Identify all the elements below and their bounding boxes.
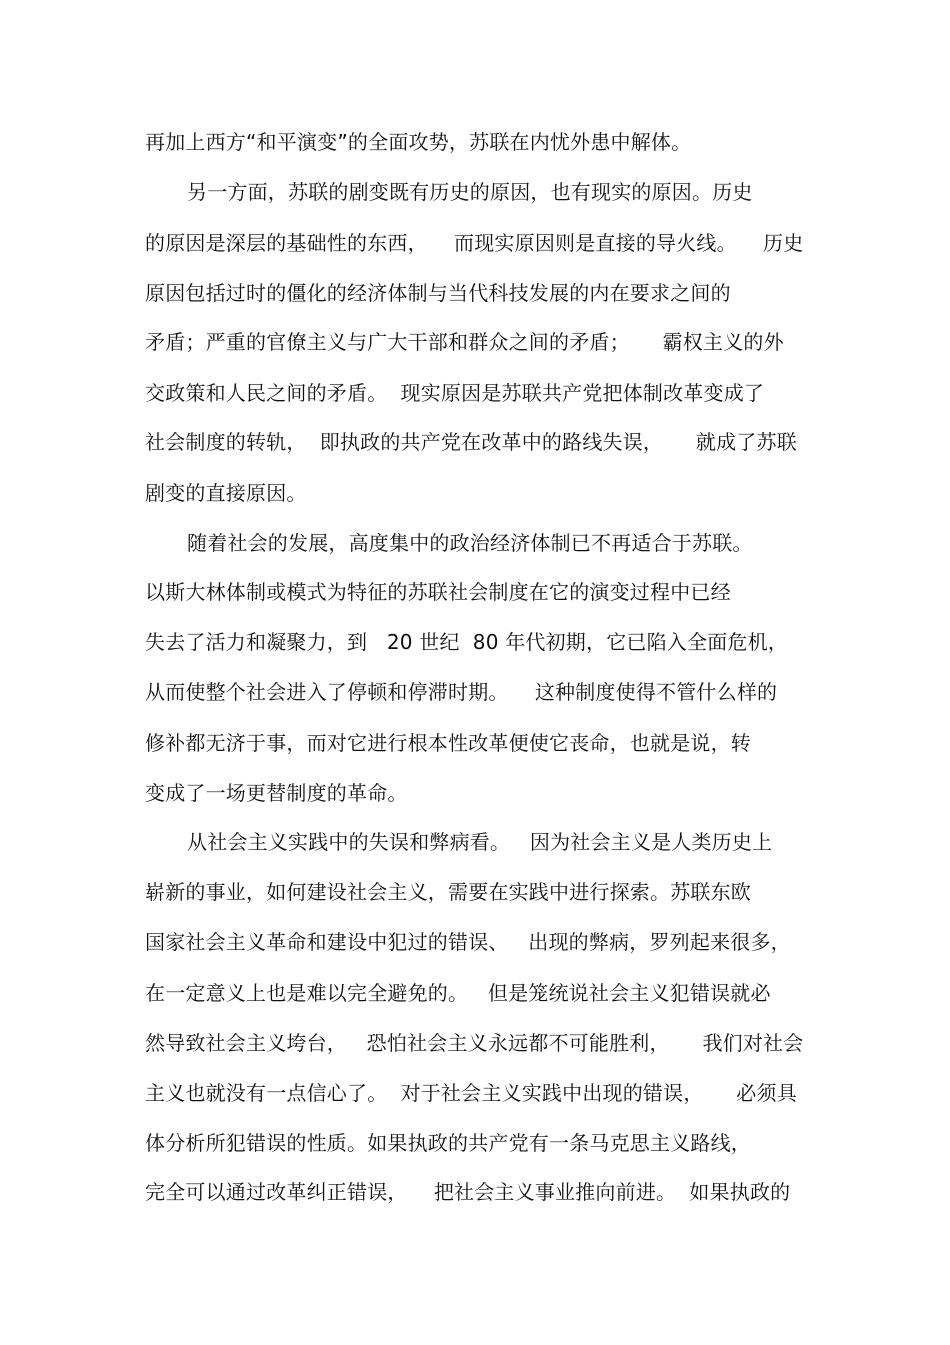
text-line: 崭新的事业，如何建设社会主义，需要在实践中进行探索。苏联东欧 bbox=[145, 880, 751, 904]
text-line: 再加上西方“和平演变”的全面攻势，苏联在内忧外患中解体。 bbox=[145, 130, 692, 154]
paragraph-start-line: 另一方面，苏联的剧变既有历史的原因，也有现实的原因。历史 bbox=[187, 180, 753, 204]
text-line: 变成了一场更替制度的革命。 bbox=[145, 781, 408, 805]
text-line: 在一定意义上也是难以完全避免的。 但是笼统说社会主义犯错误就必 bbox=[145, 981, 771, 1005]
text-line: 的原因是深层的基础性的东西， 而现实原因则是直接的导火线。 历史 bbox=[145, 231, 804, 255]
text-line: 失去了活力和凝聚力，到 20 世纪 80 年代初期，它已陷入全面危机， bbox=[145, 630, 788, 654]
text-line: 矛盾；严重的官僚主义与广大干部和群众之间的矛盾； 霸权主义的外 bbox=[145, 330, 784, 354]
text-line: 体分析所犯错误的性质。如果执政的共产党有一条马克思主义路线， bbox=[145, 1131, 751, 1155]
text-line: 原因包括过时的僵化的经济体制与当代科技发展的内在要求之间的 bbox=[145, 281, 731, 305]
text-line: 主义也就没有一点信心了。 对于社会主义实践中出现的错误， 必须具 bbox=[145, 1081, 797, 1105]
paragraph-start-line: 从社会主义实践中的失误和弊病看。 因为社会主义是人类历史上 bbox=[187, 830, 773, 854]
paragraph-start-line: 随着社会的发展，高度集中的政治经济体制已不再适合于苏联。 bbox=[187, 531, 753, 555]
text-line: 以斯大林体制或模式为特征的苏联社会制度在它的演变过程中已经 bbox=[145, 580, 731, 604]
text-line: 完全可以通过改革纠正错误， 把社会主义事业推向前进。 如果执政的 bbox=[145, 1180, 791, 1204]
text-line: 国家社会主义革命和建设中犯过的错误、 出现的弊病，罗列起来很多， bbox=[145, 930, 791, 954]
text-line: 交政策和人民之间的矛盾。 现实原因是苏联共产党把体制改革变成了 bbox=[145, 381, 765, 405]
text-line: 修补都无济于事，而对它进行根本性改革便使它丧命，也就是说，转 bbox=[145, 731, 751, 755]
text-line: 剧变的直接原因。 bbox=[145, 481, 307, 505]
text-line: 社会制度的转轨， 即执政的共产党在改革中的路线失误， 就成了苏联 bbox=[145, 430, 797, 454]
text-line: 从而使整个社会进入了停顿和停滞时期。 这种制度使得不管什么样的 bbox=[145, 680, 778, 704]
text-line: 然导致社会主义垮台， 恐怕社会主义永远都不可能胜利， 我们对社会 bbox=[145, 1031, 804, 1055]
